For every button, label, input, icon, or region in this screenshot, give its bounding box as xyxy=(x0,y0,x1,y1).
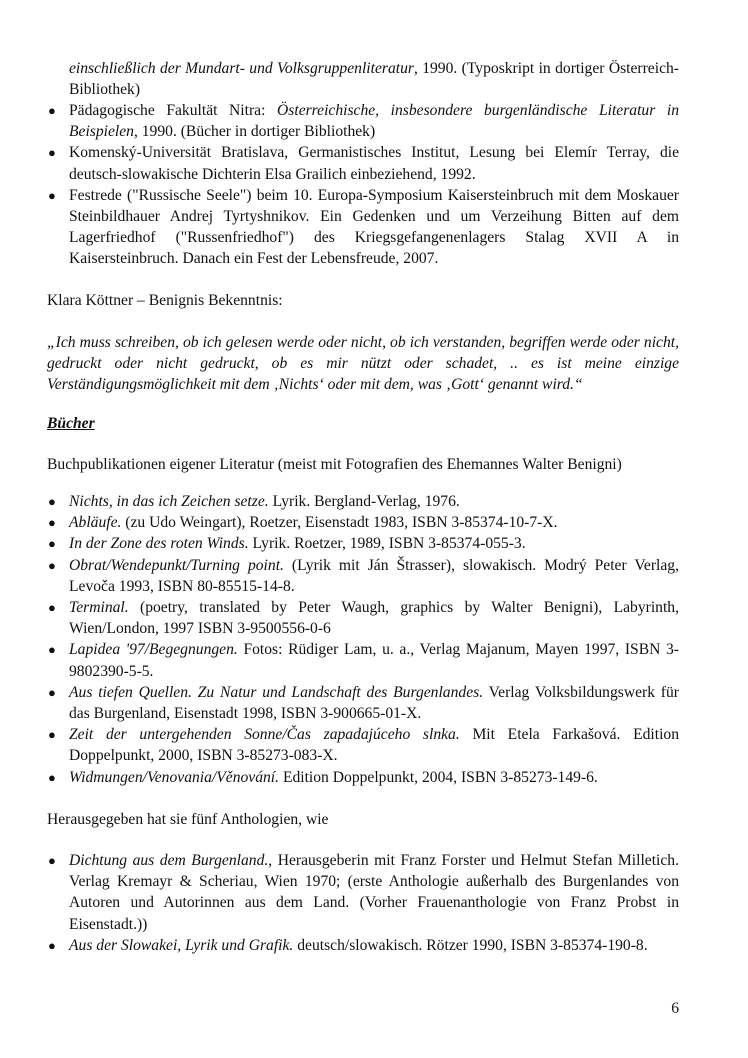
anthology-title: Dichtung aus dem Burgenland. xyxy=(69,852,269,869)
book-title: Widmungen/Venovania/Věnování. xyxy=(69,768,280,786)
page-number: 6 xyxy=(671,1000,679,1017)
book-item xyxy=(47,597,679,639)
book-details: Mit Etela Farkašová. Edition Doppelpunkt, 2000, ISBN 3-85273-083-X. xyxy=(69,726,679,765)
book-item xyxy=(47,512,679,533)
book-title: Zeit der untergehenden Sonne/Čas zapadajúceho slnka. xyxy=(69,726,460,744)
lectures-list xyxy=(47,100,679,270)
book-item xyxy=(47,555,679,597)
italic-title: Österreichische, insbesondere burgenländische Literatur in Beispielen xyxy=(69,102,680,141)
book-item xyxy=(47,682,679,724)
book-item xyxy=(47,639,679,681)
quote-intro: Klara Köttner – Benignis Bekenntnis: xyxy=(47,292,283,309)
item-text: Pädagogische Fakultät Nitra: xyxy=(69,102,278,119)
list-item xyxy=(47,185,679,270)
books-intro: Buchpublikationen eigener Literatur (meist mit Fotografien des Ehemannes Walter Benigni) xyxy=(47,456,622,473)
item-text: , 1990. (Typoskript in dortiger Österreich-Bibliothek) xyxy=(69,60,679,99)
bullet-icon: ● xyxy=(48,937,56,953)
anthologies-list xyxy=(47,850,679,956)
bullet-icon: ● xyxy=(48,187,56,203)
continued-list-item xyxy=(69,58,679,100)
quote: „Ich muss schreiben, ob ich gelesen werde oder nicht, ob ich verstanden, begriffen werde oder nicht, gedruckt oder nicht gedruckt, ob es mir nützt oder schadet, .. es ist meine einzige Verständigungsmöglichkeit mit dem ‚Nichts‘ oder mit dem, was ‚Gott‘ genannt wird.“ xyxy=(47,334,679,394)
book-title: Abläufe. xyxy=(69,514,122,532)
book-details: Lyrik. Bergland-Verlag, 1976. xyxy=(268,493,460,510)
book-details: (zu Udo Weingart), Roetzer, Eisenstadt 1983, ISBN 3-85374-10-7-X. xyxy=(121,514,558,532)
bullet-icon: ● xyxy=(48,769,56,785)
section-heading: Bücher xyxy=(47,415,95,432)
list-item xyxy=(47,142,679,184)
bullet-icon: ● xyxy=(48,557,56,573)
bullet-icon: ● xyxy=(48,642,56,658)
book-item xyxy=(47,491,679,512)
anthology-item xyxy=(47,850,679,935)
anthology-item xyxy=(47,935,679,956)
book-title: Lapidea '97/Begegnungen. xyxy=(69,641,238,659)
book-title: Terminal. xyxy=(69,599,129,617)
book-title: Nichts, in das ich Zeichen setze. xyxy=(69,493,269,510)
bullet-icon: ● xyxy=(48,515,56,531)
item-text: Komenský-Universität Bratislava, Germanistisches Institut, Lesung bei Elemír Terray, die deutsch-slowakische Dichterin Elsa Grailich einbeziehend, 1992. xyxy=(69,144,679,183)
bullet-icon: ● xyxy=(48,853,56,868)
bullet-icon: ● xyxy=(48,103,56,118)
anthology-title: Aus der Slowakei, Lyrik und Grafik. xyxy=(69,936,294,954)
italic-title: einschließlich der Mundart- und Volksgruppenliteratur xyxy=(69,60,414,77)
book-item xyxy=(47,533,679,554)
book-details: Fotos: Rüdiger Lam, u. a., Verlag Majanum, Mayen 1997, ISBN 3-9802390-5-5. xyxy=(69,641,679,680)
book-details: Edition Doppelpunkt, 2004, ISBN 3-85273-149-6. xyxy=(279,768,598,786)
bullet-icon: ● xyxy=(48,727,56,743)
book-details: Verlag Volksbildungswerk für das Burgenland, Eisenstadt 1998, ISBN 3-900665-01-X. xyxy=(69,683,679,723)
anthologies-intro: Herausgegeben hat sie fünf Anthologien, wie xyxy=(47,811,329,828)
book-title: Aus tiefen Quellen. Zu Natur und Landschaft des Burgenlandes. xyxy=(69,683,484,701)
book-title: Obrat/Wendepunkt/Turning point. xyxy=(69,556,284,574)
book-details: (poetry, translated by Peter Waugh, graphics by Walter Benigni), Labyrinth, Wien/London, 1997 ISBN 3-9500556-0-6 xyxy=(69,599,679,638)
books-list xyxy=(47,491,679,788)
book-item xyxy=(47,724,679,766)
anthology-details: , Herausgeberin mit Franz Forster und Helmut Stefan Milletich. Verlag Kremayr & Scheriau, Wien 1970; (erste Anthologie außerhalb des Burgenlandes von Autoren und Autorinnen aus dem Land. (Vorher Frauenanthologie von Franz Probst in Eisenstadt.)) xyxy=(69,852,679,933)
item-text: , 1990. (Bücher in dortiger Bibliothek) xyxy=(133,123,376,141)
item-text: Festrede ("Russische Seele") beim 10. Europa-Symposium Kaisersteinbruch mit dem Moskauer Steinbildhauer Andrej Tyrtyshnikov. Ein Gedenken und um Verzeihung Bitten auf dem Lagerfriedhof ("Russenfriedhof") des Kriegsgefangenenlagers Stalag XVII A in Kaisersteinbruch. Danach ein Fest der Lebensfreude, 2007. xyxy=(69,186,679,268)
book-details: Lyrik. Roetzer, 1989, ISBN 3-85374-055-3. xyxy=(248,535,526,553)
book-title: In der Zone des roten Winds. xyxy=(69,535,249,553)
anthology-details: deutsch/slowakisch. Rötzer 1990, ISBN 3-85374-190-8. xyxy=(293,936,648,954)
book-item xyxy=(47,767,679,788)
list-item xyxy=(47,100,679,142)
bullet-icon: ● xyxy=(48,145,56,161)
book-details: (Lyrik mit Ján Štrasser), slowakisch. Modrý Peter Verlag, Levoča 1993, ISBN 80-85515-14-8. xyxy=(69,556,679,595)
bullet-icon: ● xyxy=(48,536,56,552)
bullet-icon: ● xyxy=(48,600,56,616)
bullet-icon: ● xyxy=(48,684,56,700)
bullet-icon: ● xyxy=(48,494,56,509)
